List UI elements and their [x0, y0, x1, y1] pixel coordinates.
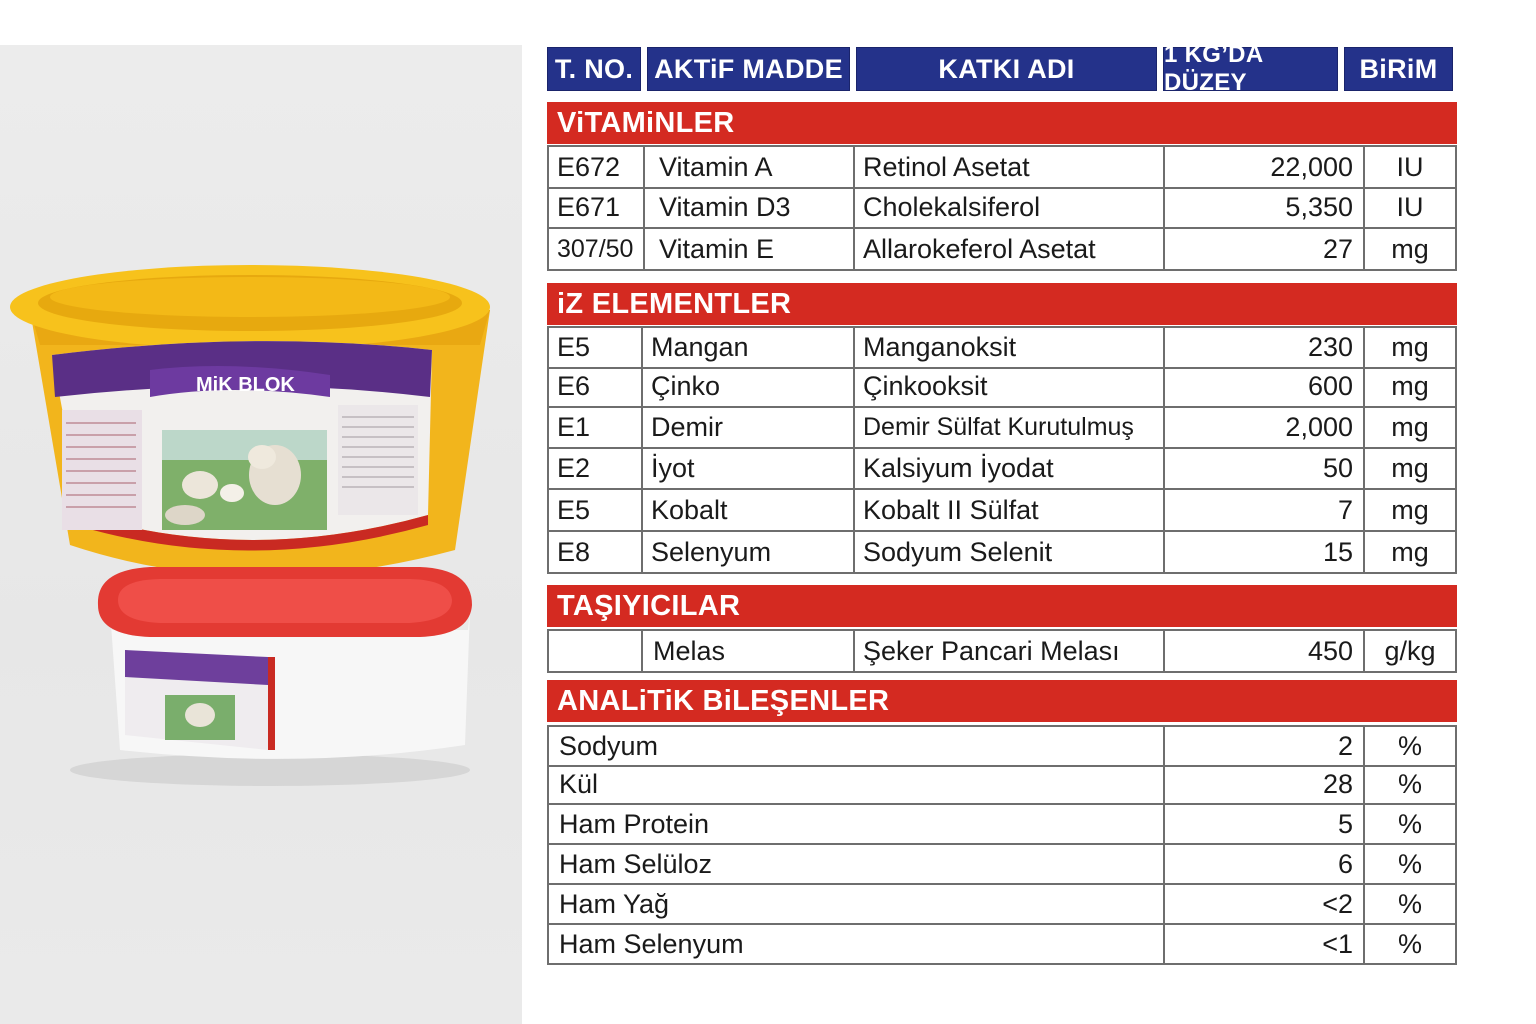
cell-birim: IU: [1363, 147, 1455, 187]
cell-duzey: 6: [1163, 845, 1363, 883]
cell-bilesen-adi: Ham Selüloz: [559, 848, 713, 879]
cell-duzey: 450: [1163, 631, 1363, 671]
cell-bilesen-adi: Kül: [559, 768, 599, 799]
cell-aktif-madde: Vitamin D3: [643, 187, 853, 227]
cell-katki-adi: Cholekalsiferol: [853, 187, 1163, 227]
cell-t-no: E672: [557, 151, 621, 182]
cell-birim: IU: [1363, 187, 1455, 227]
cell-katki-adi: Çinkooksit: [853, 367, 1163, 406]
cell-birim: mg: [1363, 408, 1455, 447]
table-row: [547, 187, 1457, 229]
cell-duzey: 5,350: [1163, 187, 1363, 227]
cell-duzey: 2,000: [1163, 408, 1363, 447]
section-iz-elementler: iZ ELEMENTLER: [547, 283, 1457, 325]
cell-t-no: E5: [557, 332, 591, 362]
cell-birim: %: [1363, 765, 1455, 803]
cell-aktif-madde: Vitamin E: [643, 229, 853, 269]
table-row: [547, 229, 1457, 271]
cell-duzey: <2: [1163, 885, 1363, 923]
table-row: [547, 885, 1457, 925]
cell-t-no: [549, 631, 641, 671]
cell-duzey: 50: [1163, 449, 1363, 488]
table-row: [547, 532, 1457, 574]
cell-birim: %: [1363, 845, 1455, 883]
table-row: [547, 805, 1457, 845]
cell-aktif-madde: Mangan: [641, 328, 853, 367]
cell-bilesen-adi: Ham Yağ: [559, 888, 670, 919]
cell-aktif-madde: Çinko: [641, 367, 853, 406]
cell-t-no: 307/50: [557, 234, 634, 263]
cell-duzey: 15: [1163, 532, 1363, 572]
cell-duzey: 230: [1163, 328, 1363, 367]
cell-aktif-madde: Demir: [641, 408, 853, 447]
cell-katki-adi: Sodyum Selenit: [853, 532, 1163, 572]
cell-katki-adi: Demir Sülfat Kurutulmuş: [853, 408, 1163, 447]
header-row: [547, 41, 1457, 96]
cell-katki-adi: Şeker Pancari Melası: [853, 631, 1163, 671]
cell-birim: g/kg: [1363, 631, 1455, 671]
header-t-no: T. NO.: [547, 47, 641, 91]
cell-birim: mg: [1363, 532, 1455, 572]
cell-duzey: <1: [1163, 925, 1363, 963]
product-illustration: [0, 45, 522, 1024]
cell-aktif-madde: İyot: [641, 449, 853, 488]
cell-birim: mg: [1363, 367, 1455, 406]
header-birim: BiRiM: [1344, 47, 1453, 91]
cell-birim: mg: [1363, 328, 1455, 367]
brand-label: MiK BLOK: [196, 374, 295, 396]
cell-aktif-madde: Selenyum: [641, 532, 853, 572]
product-photo: [0, 45, 522, 1024]
cell-birim: %: [1363, 925, 1455, 963]
composition-table: [547, 41, 1457, 959]
cell-duzey: 27: [1163, 229, 1363, 269]
cell-t-no: E6: [557, 371, 591, 401]
cell-katki-adi: Allarokeferol Asetat: [853, 229, 1163, 269]
table-row: [547, 490, 1457, 532]
cell-bilesen-adi: Ham Protein: [559, 808, 710, 839]
table-row: [547, 326, 1457, 369]
cell-birim: mg: [1363, 449, 1455, 488]
section-tasiyicilar: TAŞIYICILAR: [547, 585, 1457, 627]
cell-duzey: 600: [1163, 367, 1363, 406]
cell-t-no: E5: [557, 494, 591, 525]
cell-birim: mg: [1363, 490, 1455, 530]
cell-duzey: 5: [1163, 805, 1363, 843]
table-row: [547, 629, 1457, 673]
cell-aktif-madde: Kobalt: [641, 490, 853, 530]
table-row: [547, 145, 1457, 189]
cell-duzey: 2: [1163, 727, 1363, 765]
header-1kg-duzey: 1 KG’DA DÜZEY: [1163, 47, 1338, 91]
cell-t-no: E1: [557, 412, 591, 442]
cell-t-no: E8: [557, 536, 591, 567]
cell-birim: %: [1363, 805, 1455, 843]
header-katki-adi: KATKI ADI: [856, 47, 1157, 91]
section-analitik-bilesenler: ANALiTiK BiLEŞENLER: [547, 680, 1457, 722]
table-row: [547, 408, 1457, 449]
cell-t-no: E2: [557, 453, 591, 483]
section-vitaminler: ViTAMiNLER: [547, 102, 1457, 144]
header-aktif-madde: AKTiF MADDE: [647, 47, 850, 91]
cell-birim: mg: [1363, 229, 1455, 269]
cell-birim: %: [1363, 885, 1455, 923]
cell-duzey: 22,000: [1163, 147, 1363, 187]
cell-bilesen-adi: Ham Selenyum: [559, 928, 744, 959]
table-row: [547, 845, 1457, 885]
table-row: [547, 367, 1457, 408]
cell-katki-adi: Kobalt II Sülfat: [853, 490, 1163, 530]
cell-t-no: E671: [557, 191, 621, 222]
cell-bilesen-adi: Sodyum: [559, 730, 659, 761]
cell-duzey: 28: [1163, 765, 1363, 803]
table-row: [547, 765, 1457, 805]
cell-birim: %: [1363, 727, 1455, 765]
cell-katki-adi: Manganoksit: [853, 328, 1163, 367]
cell-aktif-madde: Melas: [641, 631, 853, 671]
cell-aktif-madde: Vitamin A: [643, 147, 853, 187]
table-row: [547, 725, 1457, 767]
table-row: [547, 449, 1457, 490]
table-row: [547, 925, 1457, 965]
cell-duzey: 7: [1163, 490, 1363, 530]
cell-katki-adi: Kalsiyum İyodat: [853, 449, 1163, 488]
cell-katki-adi: Retinol Asetat: [853, 147, 1163, 187]
